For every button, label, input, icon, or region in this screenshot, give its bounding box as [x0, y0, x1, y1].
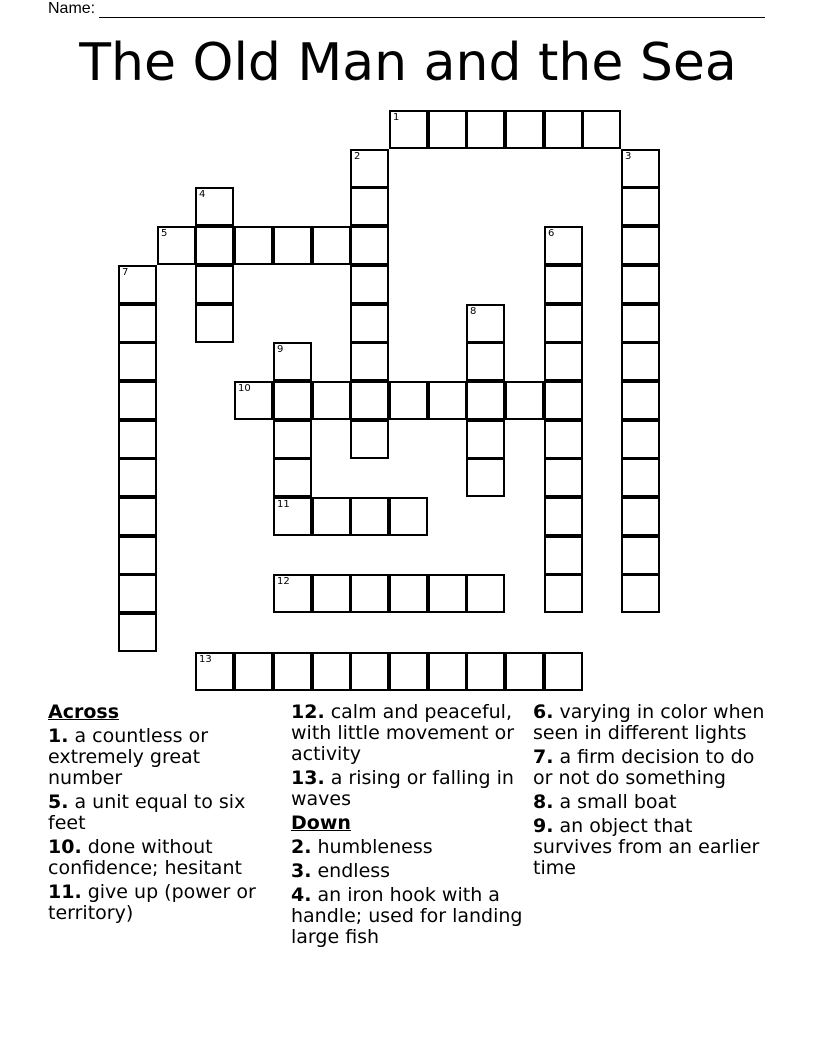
- name-label: Name:: [48, 0, 96, 17]
- grid-cell[interactable]: [544, 536, 583, 575]
- cell-number: 1: [393, 112, 400, 123]
- clue-item: [291, 885, 526, 948]
- cell-number: 2: [354, 151, 361, 162]
- clue-number: 8.: [533, 791, 554, 813]
- grid-cell[interactable]: [621, 536, 660, 575]
- grid-cell[interactable]: [273, 420, 312, 459]
- grid-cell[interactable]: [118, 304, 157, 343]
- grid-cell[interactable]: [428, 110, 467, 149]
- clue-number: 12.: [291, 701, 325, 723]
- clue-text: done without confidence; hesitant: [48, 836, 242, 879]
- grid-cell[interactable]: [466, 110, 505, 149]
- grid-cell[interactable]: [428, 574, 467, 613]
- grid-cell[interactable]: [466, 342, 505, 381]
- grid-cell[interactable]: [350, 265, 389, 304]
- grid-cell[interactable]: [544, 420, 583, 459]
- grid-cell[interactable]: [428, 381, 467, 420]
- grid-cell[interactable]: [389, 652, 428, 691]
- cell-number: 3: [625, 151, 632, 162]
- grid-cell[interactable]: [273, 226, 312, 265]
- grid-cell[interactable]: [544, 652, 583, 691]
- grid-cell[interactable]: [621, 342, 660, 381]
- grid-cell[interactable]: [118, 458, 157, 497]
- clue-item: [48, 882, 278, 924]
- grid-cell[interactable]: [195, 652, 234, 691]
- grid-cell[interactable]: [350, 304, 389, 343]
- down-heading: Down: [291, 812, 351, 834]
- clue-number: 2.: [291, 836, 312, 858]
- grid-cell[interactable]: [389, 574, 428, 613]
- grid-cell[interactable]: [350, 149, 389, 188]
- cell-number: 9: [277, 344, 284, 355]
- grid-cell[interactable]: [118, 420, 157, 459]
- clue-number: 5.: [48, 791, 69, 813]
- cell-number: 6: [548, 228, 555, 239]
- clue-text: humbleness: [311, 836, 433, 858]
- grid-cell[interactable]: [505, 652, 544, 691]
- grid-cell[interactable]: [118, 536, 157, 575]
- grid-cell[interactable]: [544, 497, 583, 536]
- clue-item: [533, 702, 773, 744]
- grid-cell[interactable]: [621, 304, 660, 343]
- cell-number: 4: [199, 189, 206, 200]
- grid-cell[interactable]: [544, 458, 583, 497]
- clue-number: 9.: [533, 815, 554, 837]
- clue-item: [533, 747, 773, 789]
- clue-item: [291, 861, 526, 882]
- grid-cell[interactable]: [389, 381, 428, 420]
- cell-number: 12: [277, 576, 290, 587]
- clue-text: varying in color when seen in different lights: [533, 701, 765, 744]
- clue-item: [48, 726, 278, 789]
- grid-cell[interactable]: [312, 652, 351, 691]
- grid-cell[interactable]: [195, 187, 234, 226]
- grid-cell[interactable]: [466, 458, 505, 497]
- grid-cell[interactable]: [350, 342, 389, 381]
- grid-cell[interactable]: [621, 497, 660, 536]
- grid-cell[interactable]: [118, 574, 157, 613]
- clue-text: calm and peaceful, with little movement or activity: [291, 701, 515, 765]
- grid-cell[interactable]: [544, 304, 583, 343]
- cell-number: 5: [161, 228, 168, 239]
- grid-cell[interactable]: [273, 458, 312, 497]
- grid-cell[interactable]: [582, 110, 621, 149]
- grid-cell[interactable]: [273, 381, 312, 420]
- clue-number: 13.: [291, 767, 325, 789]
- grid-cell[interactable]: [621, 574, 660, 613]
- grid-cell[interactable]: [389, 110, 428, 149]
- grid-cell[interactable]: [505, 110, 544, 149]
- grid-cell[interactable]: [350, 652, 389, 691]
- grid-cell[interactable]: [350, 226, 389, 265]
- cell-number: 11: [277, 499, 290, 510]
- clue-item: [291, 702, 526, 765]
- grid-cell[interactable]: [312, 497, 351, 536]
- grid-cell[interactable]: [621, 149, 660, 188]
- grid-cell[interactable]: [350, 497, 389, 536]
- clue-text: a unit equal to six feet: [48, 791, 246, 834]
- grid-cell[interactable]: [195, 265, 234, 304]
- grid-cell[interactable]: [273, 342, 312, 381]
- grid-cell[interactable]: [273, 497, 312, 536]
- page-title: The Old Man and the Sea: [79, 33, 737, 93]
- grid-cell[interactable]: [621, 381, 660, 420]
- grid-cell[interactable]: [234, 652, 273, 691]
- clue-number: 4.: [291, 884, 312, 906]
- clue-item: [291, 768, 526, 810]
- grid-cell[interactable]: [466, 381, 505, 420]
- clue-number: 1.: [48, 725, 69, 747]
- grid-cell[interactable]: [312, 381, 351, 420]
- grid-cell[interactable]: [544, 110, 583, 149]
- grid-cell[interactable]: [389, 497, 428, 536]
- clue-text: give up (power or territory): [48, 881, 256, 924]
- grid-cell[interactable]: [466, 574, 505, 613]
- clue-item: [48, 792, 278, 834]
- grid-cell[interactable]: [157, 226, 196, 265]
- grid-cell[interactable]: [195, 304, 234, 343]
- clues-column-1: [48, 702, 278, 927]
- clue-number: 10.: [48, 836, 82, 858]
- clue-text: a firm decision to do or not do something: [533, 746, 755, 789]
- cell-number: 8: [470, 306, 477, 317]
- grid-cell[interactable]: [350, 420, 389, 459]
- grid-cell[interactable]: [621, 226, 660, 265]
- grid-cell[interactable]: [621, 458, 660, 497]
- grid-cell[interactable]: [544, 226, 583, 265]
- cell-number: 10: [238, 383, 251, 394]
- grid-cell[interactable]: [350, 574, 389, 613]
- grid-cell[interactable]: [544, 574, 583, 613]
- grid-cell[interactable]: [505, 381, 544, 420]
- grid-cell[interactable]: [466, 420, 505, 459]
- clue-item: [291, 837, 526, 858]
- across-heading: Across: [48, 701, 120, 723]
- grid-cell[interactable]: [118, 497, 157, 536]
- clue-number: 11.: [48, 881, 82, 903]
- clue-text: an iron hook with a handle; used for landing large fish: [291, 884, 523, 948]
- grid-cell[interactable]: [428, 652, 467, 691]
- clue-item: [48, 837, 278, 879]
- grid-cell[interactable]: [273, 652, 312, 691]
- clue-item: [533, 816, 773, 879]
- grid-cell[interactable]: [621, 420, 660, 459]
- clue-number: 7.: [533, 746, 554, 768]
- grid-cell[interactable]: [350, 187, 389, 226]
- clue-item: [533, 792, 773, 813]
- grid-cell[interactable]: [466, 304, 505, 343]
- clues-column-3: [533, 702, 773, 882]
- grid-cell[interactable]: [195, 226, 234, 265]
- clue-text: a small boat: [553, 791, 677, 813]
- cell-number: 13: [199, 654, 212, 665]
- grid-cell[interactable]: [350, 381, 389, 420]
- grid-cell[interactable]: [118, 265, 157, 304]
- grid-cell[interactable]: [544, 342, 583, 381]
- grid-cell[interactable]: [273, 574, 312, 613]
- grid-cell[interactable]: [118, 613, 157, 652]
- clue-text: an object that survives from an earlier time: [533, 815, 760, 879]
- cell-number: 7: [122, 267, 129, 278]
- clue-text: a countless or extremely great number: [48, 725, 209, 789]
- grid-cell[interactable]: [544, 381, 583, 420]
- grid-cell[interactable]: [312, 226, 351, 265]
- grid-cell[interactable]: [621, 265, 660, 304]
- grid-cell[interactable]: [312, 574, 351, 613]
- grid-cell[interactable]: [466, 652, 505, 691]
- grid-cell[interactable]: [118, 381, 157, 420]
- clue-number: 3.: [291, 860, 312, 882]
- grid-cell[interactable]: [621, 187, 660, 226]
- grid-cell[interactable]: [234, 226, 273, 265]
- grid-cell[interactable]: [544, 265, 583, 304]
- clue-number: 6.: [533, 701, 554, 723]
- clue-text: endless: [311, 860, 391, 882]
- clues-column-2: [291, 702, 526, 951]
- clue-text: a rising or falling in waves: [291, 767, 514, 810]
- grid-cell[interactable]: [234, 381, 273, 420]
- grid-cell[interactable]: [118, 342, 157, 381]
